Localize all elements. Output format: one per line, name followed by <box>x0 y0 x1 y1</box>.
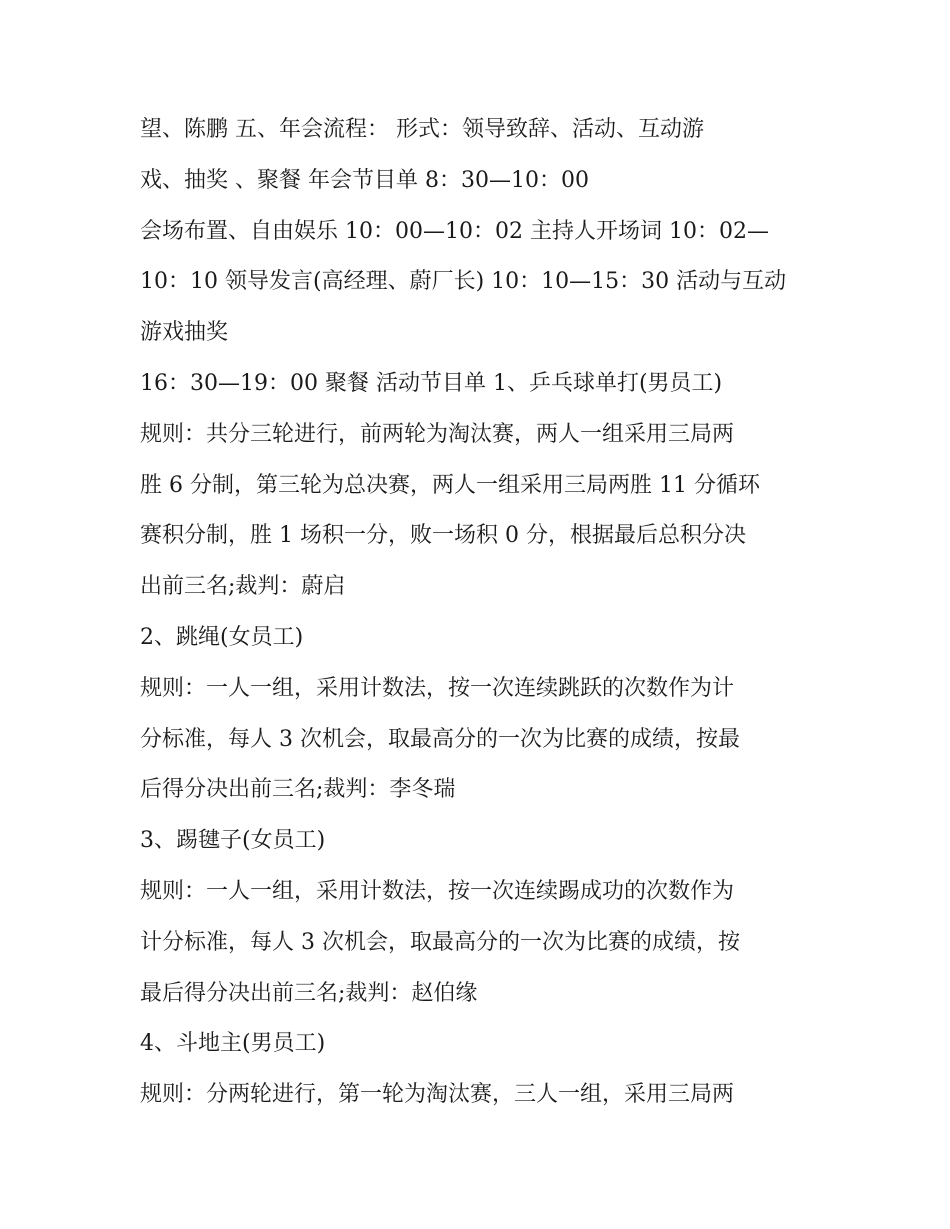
body-text <box>140 108 820 1124</box>
text-line: 分标准，每人 3 次机会，取最高分的一次为比赛的成绩，按最 <box>140 726 740 752</box>
text-line: 后得分决出前三名;裁判：李冬瑞 <box>140 777 456 803</box>
text-line: 规则：分两轮进行，第一轮为淘汰赛，三人一组，采用三局两 <box>140 1082 735 1108</box>
text-line: 游戏抽奖 <box>140 320 229 346</box>
text-line: 规则：一人一组，采用计数法，按一次连续跳跃的次数作为计 <box>140 675 735 701</box>
text-line: 胜 6 分制，第三轮为总决赛，两人一组采用三局两胜 11 分循环 <box>140 472 760 498</box>
text-line: 16：30—19：00 聚餐 活动节目单 1、乒乓球单打(男员工) <box>140 370 723 396</box>
text-line: 规则：共分三轮进行，前两轮为淘汰赛，两人一组采用三局两 <box>140 421 735 447</box>
text-line: 3、踢毽子(女员工) <box>140 828 326 854</box>
text-line: 最后得分决出前三名;裁判：赵伯缘 <box>140 980 478 1006</box>
text-line: 赛积分制，胜 1 场积一分，败一场积 0 分，根据最后总积分决 <box>140 523 746 549</box>
text-line: 会场布置、自由娱乐 10：00—10：02 主持人开场词 10：02— <box>140 218 769 244</box>
text-line: 出前三名;裁判：蔚启 <box>140 574 346 600</box>
text-line: 4、斗地主(男员工) <box>140 1031 326 1057</box>
text-line: 10：10 领导发言(高经理、蔚厂长) 10：10—15：30 活动与互动 <box>140 269 787 295</box>
text-line: 戏、抽奖 、聚餐 年会节目单 8：30—10：00 <box>140 167 589 193</box>
text-line: 望、陈鹏 五、年会流程： 形式：领导致辞、活动、互动游 <box>140 117 704 142</box>
text-line: 2、跳绳(女员工) <box>140 624 304 650</box>
text-line: 规则：一人一组，采用计数法，按一次连续踢成功的次数作为 <box>140 878 735 904</box>
text-line: 计分标准，每人 3 次机会，取最高分的一次为比赛的成绩，按 <box>140 929 740 955</box>
